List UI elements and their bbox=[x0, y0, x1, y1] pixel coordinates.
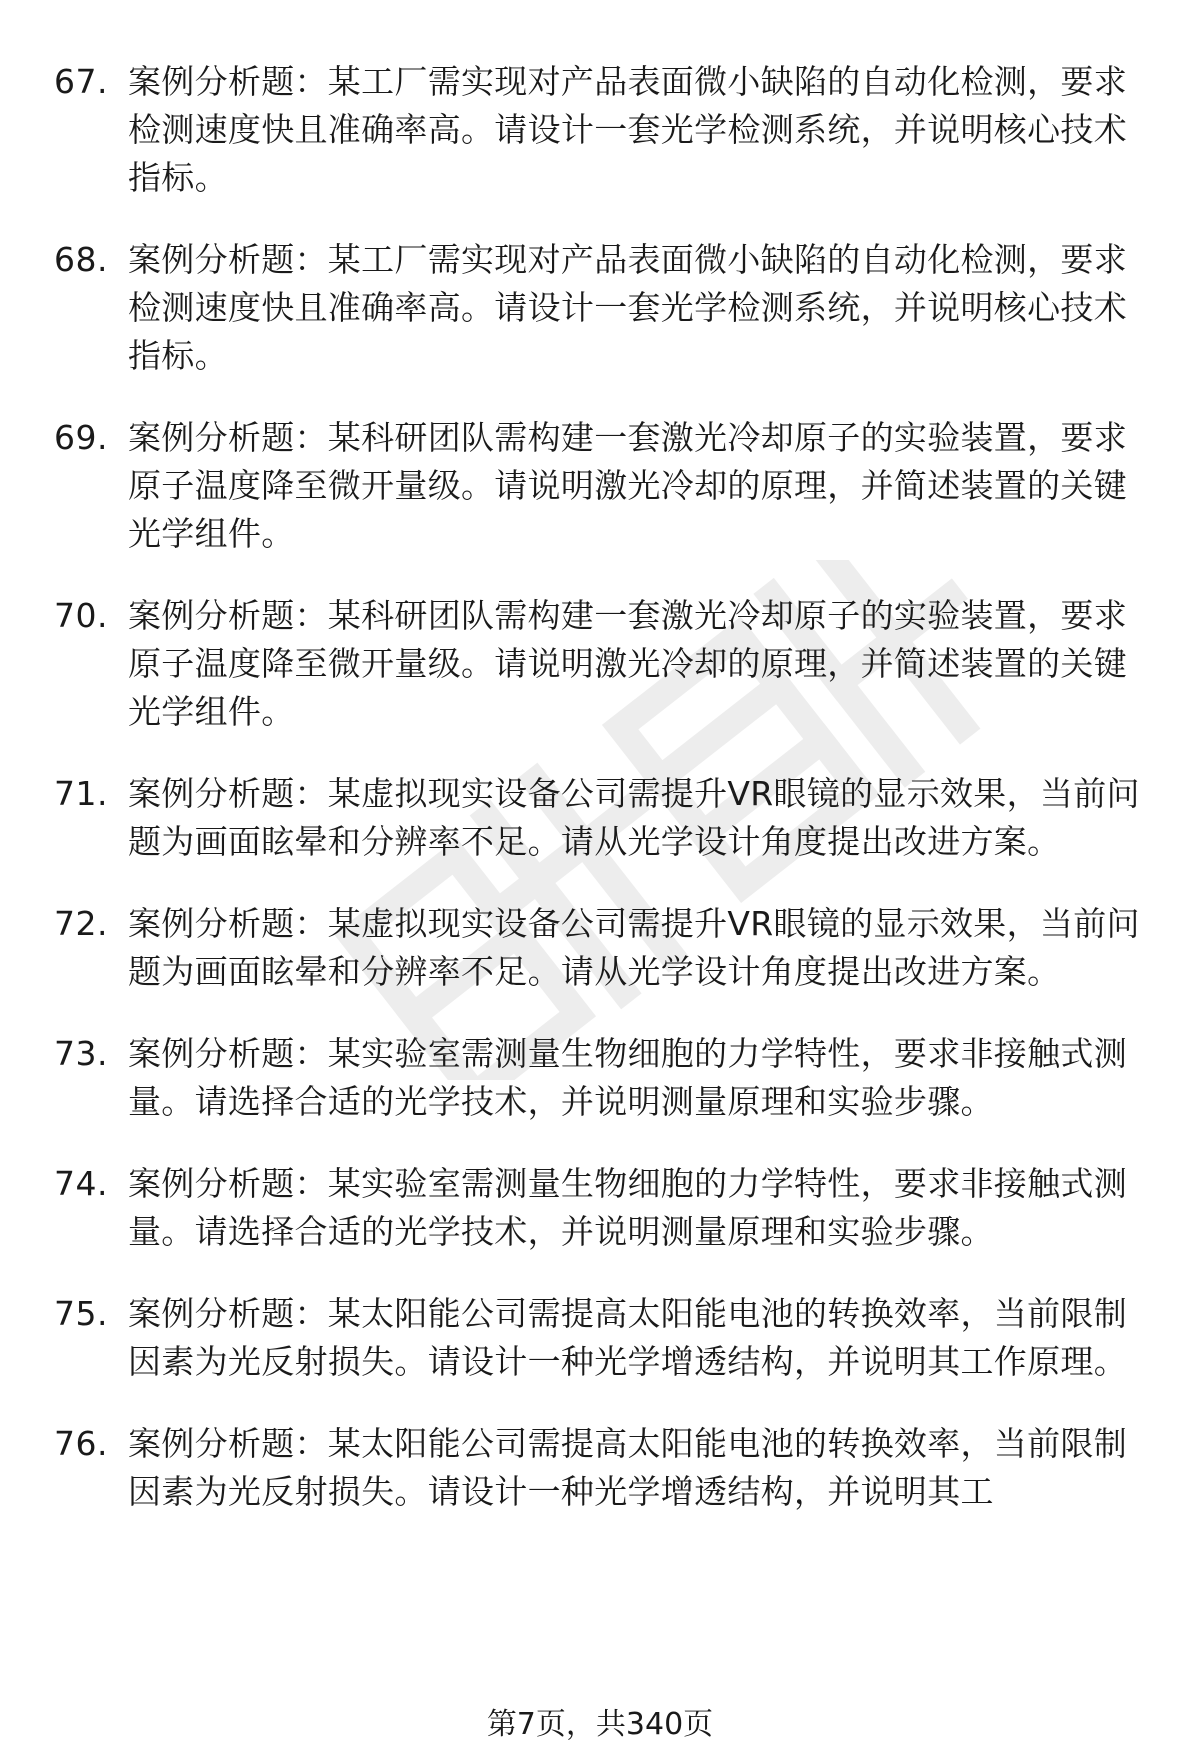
question-text: 案例分析题：某实验室需测量生物细胞的力学特性，要求非接触式测量。请选择合适的光学技术，并说明测量原理和实验步骤。 bbox=[128, 1034, 1127, 1121]
question-item bbox=[0, 236, 1200, 380]
question-number: 72. bbox=[54, 904, 108, 943]
question-number: 70. bbox=[54, 596, 108, 635]
question-number: 68. bbox=[54, 240, 108, 279]
question-text: 案例分析题：某科研团队需构建一套激光冷却原子的实验装置，要求原子温度降至微开量级。请说明激光冷却的原理，并简述装置的关键光学组件。 bbox=[128, 418, 1127, 553]
question-item bbox=[0, 770, 1200, 866]
question-number: 67. bbox=[54, 62, 108, 101]
question-text: 案例分析题：某太阳能公司需提高太阳能电池的转换效率，当前限制因素为光反射损失。请设计一种光学增透结构，并说明其工 bbox=[128, 1424, 1127, 1511]
question-text: 案例分析题：某实验室需测量生物细胞的力学特性，要求非接触式测量。请选择合适的光学技术，并说明测量原理和实验步骤。 bbox=[128, 1164, 1127, 1251]
question-item bbox=[0, 1420, 1200, 1516]
question-text: 案例分析题：某虚拟现实设备公司需提升VR眼镜的显示效果，当前问题为画面眩晕和分辨率不足。请从光学设计角度提出改进方案。 bbox=[128, 904, 1140, 991]
question-text: 案例分析题：某虚拟现实设备公司需提升VR眼镜的显示效果，当前问题为画面眩晕和分辨率不足。请从光学设计角度提出改进方案。 bbox=[128, 774, 1140, 861]
question-item bbox=[0, 414, 1200, 558]
question-text: 案例分析题：某科研团队需构建一套激光冷却原子的实验装置，要求原子温度降至微开量级。请说明激光冷却的原理，并简述装置的关键光学组件。 bbox=[128, 596, 1127, 731]
question-item bbox=[0, 592, 1200, 736]
question-item bbox=[0, 58, 1200, 202]
question-item bbox=[0, 900, 1200, 996]
page-footer: 第7页，共340页 bbox=[486, 1707, 714, 1742]
question-item bbox=[0, 1290, 1200, 1386]
question-text: 案例分析题：某工厂需实现对产品表面微小缺陷的自动化检测，要求检测速度快且准确率高。请设计一套光学检测系统，并说明核心技术指标。 bbox=[128, 240, 1127, 375]
question-list bbox=[0, 58, 1200, 1550]
question-number: 71. bbox=[54, 774, 108, 813]
question-number: 76. bbox=[54, 1424, 108, 1463]
question-text: 案例分析题：某太阳能公司需提高太阳能电池的转换效率，当前限制因素为光反射损失。请设计一种光学增透结构，并说明其工作原理。 bbox=[128, 1294, 1127, 1381]
question-item bbox=[0, 1160, 1200, 1256]
question-number: 75. bbox=[54, 1294, 108, 1333]
question-text: 案例分析题：某工厂需实现对产品表面微小缺陷的自动化检测，要求检测速度快且准确率高。请设计一套光学检测系统，并说明核心技术指标。 bbox=[128, 62, 1127, 197]
question-number: 74. bbox=[54, 1164, 108, 1203]
question-item bbox=[0, 1030, 1200, 1126]
question-number: 69. bbox=[54, 418, 108, 457]
question-number: 73. bbox=[54, 1034, 108, 1073]
